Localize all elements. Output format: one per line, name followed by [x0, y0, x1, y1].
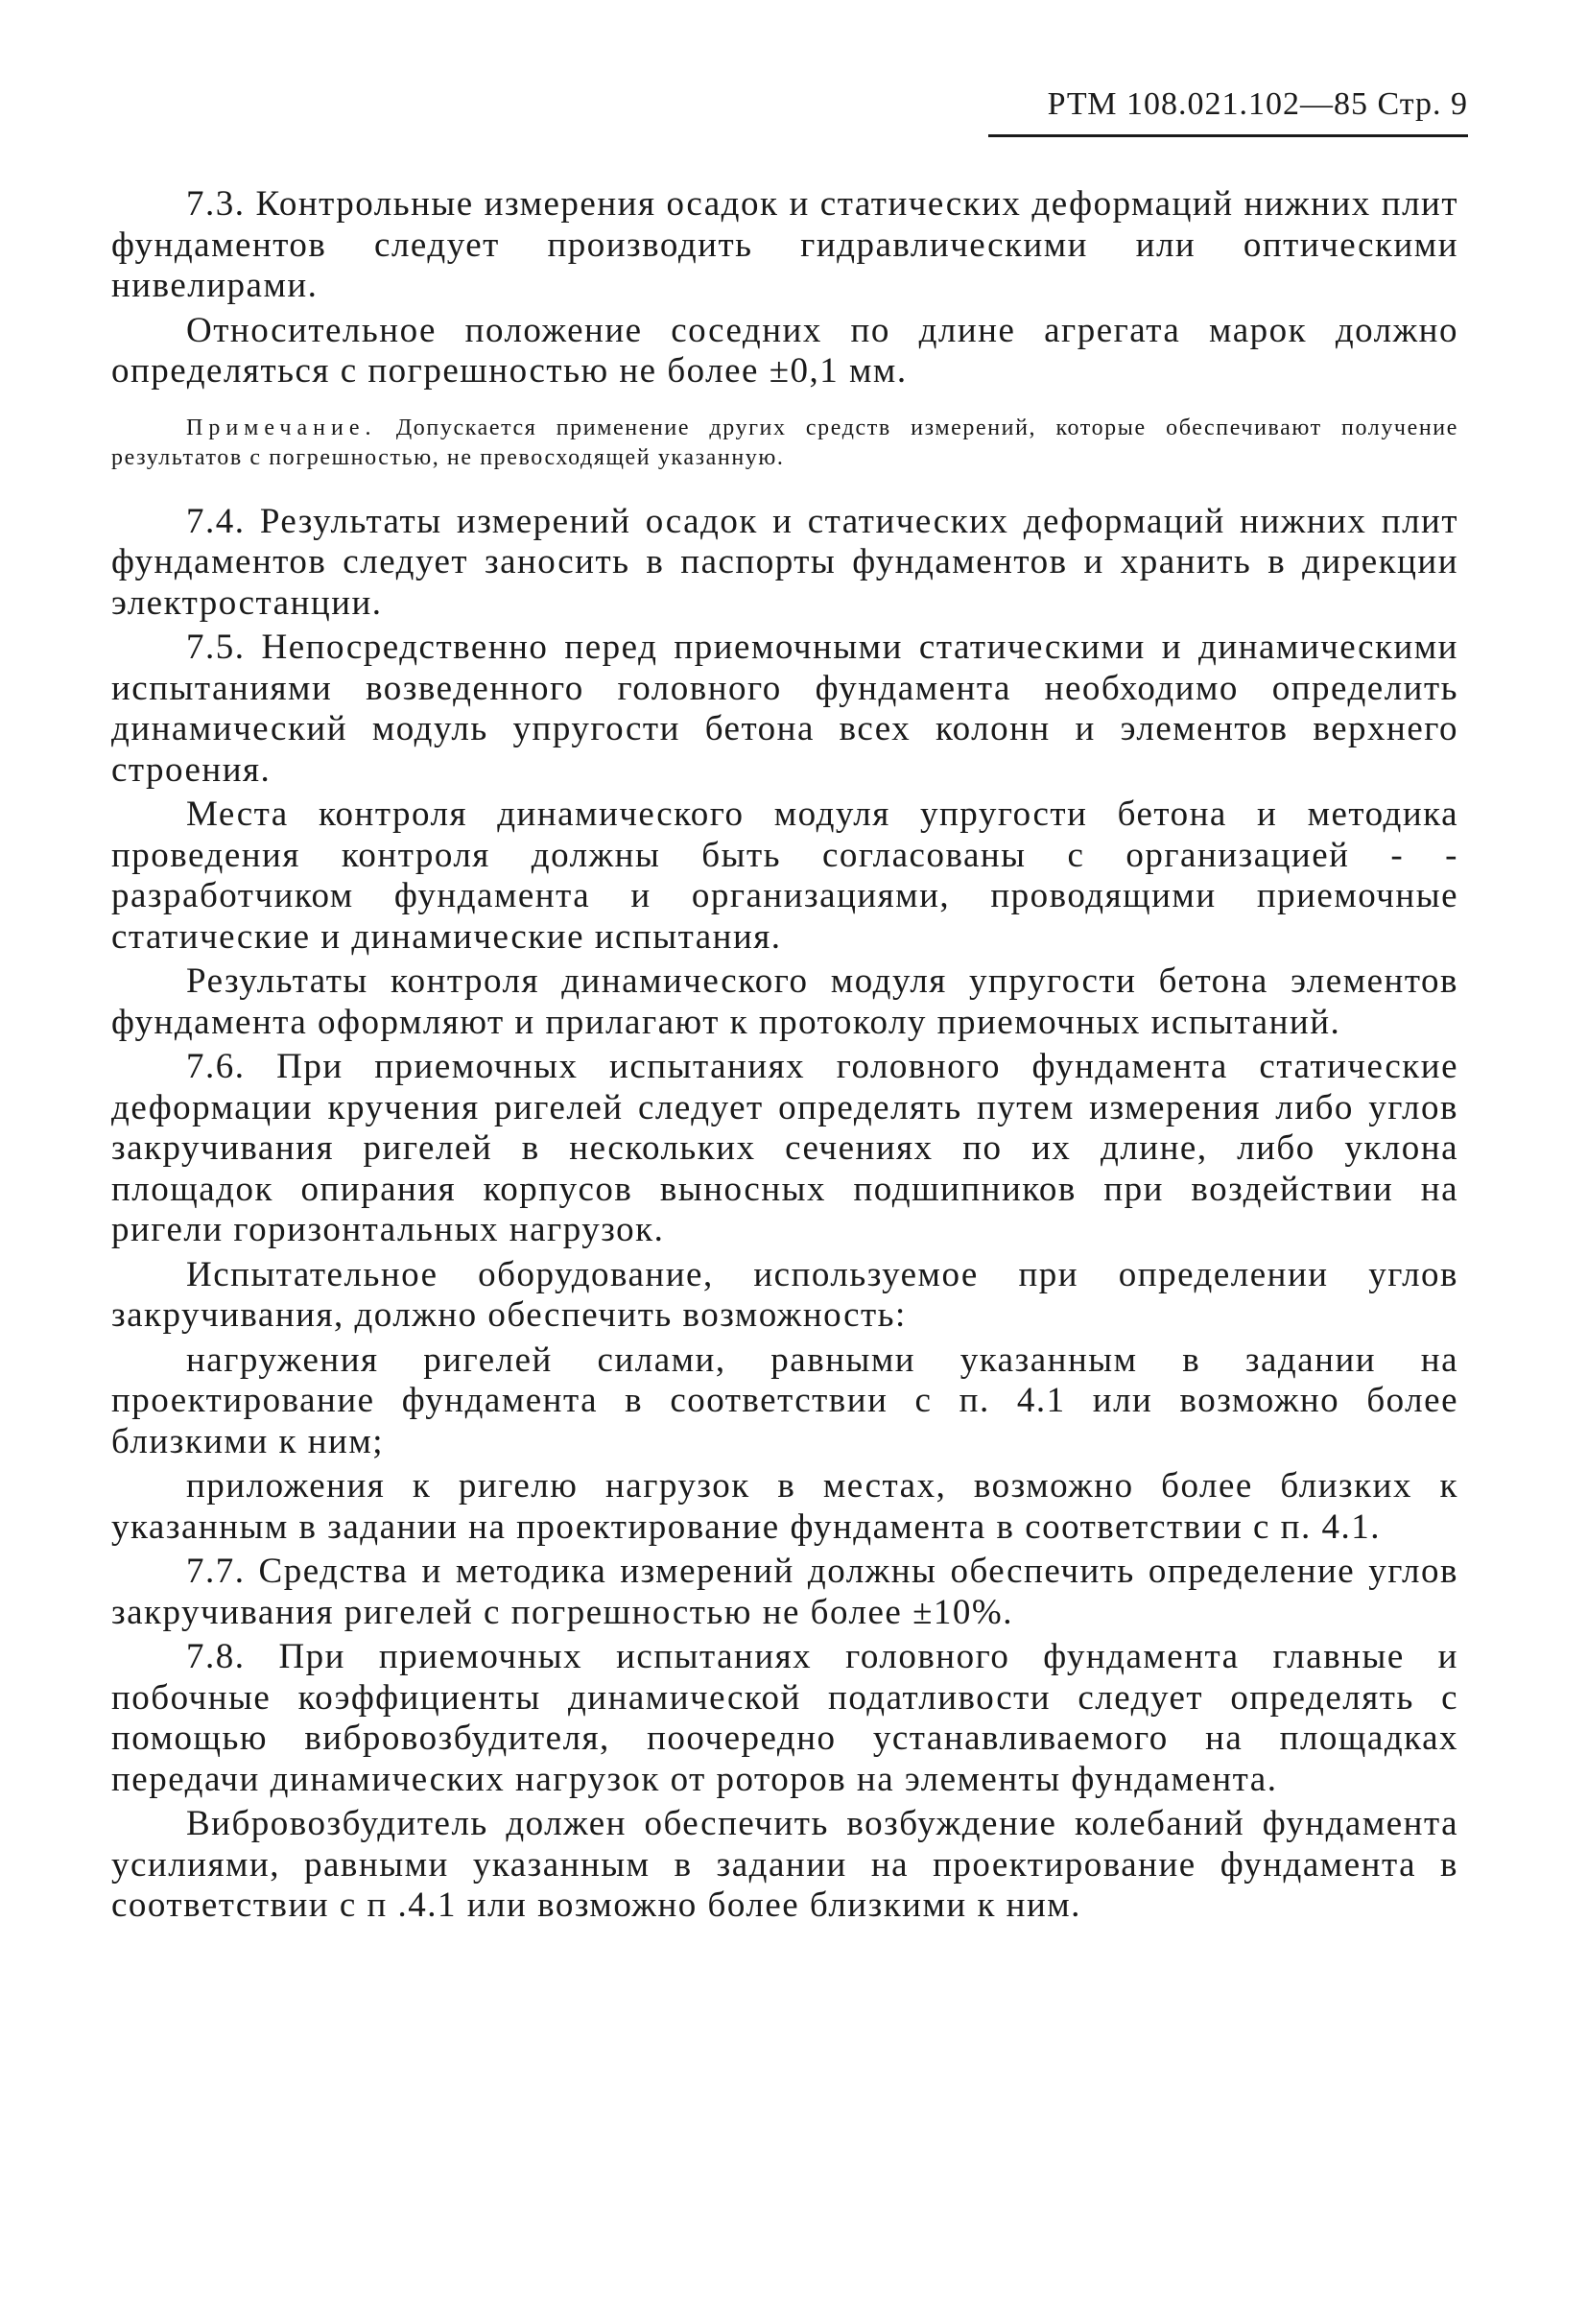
paragraph-7-6: 7.6. При приемочных испытаниях головного фундамента статические деформации кручения ригелей следует определять путем измерения либо углов закручивания ригелей в нескольких сечениях по их длине, либо уклона площадок опирания корпусов выносных подшипников при воздействии на ригели горизонтальных нагрузок.	[111, 1047, 1458, 1249]
paragraph-7-5-locations: Места контроля динамического модуля упругости бетона и методика проведения контроля должны быть согласованы с организацией - - разработчиком фундамента и организациями, проводящими приемочные статические и динамические испытания.	[111, 794, 1458, 957]
document-body	[111, 184, 1458, 1931]
header-rule	[988, 134, 1468, 137]
paragraph-7-8: 7.8. При приемочных испытаниях головного фундамента главные и побочные коэффициенты динамической податливости следует определять с помощью вибровозбудителя, поочередно устанавливаемого на площадках передачи динамических нагрузок от роторов на элементы фундамента.	[111, 1637, 1458, 1799]
paragraph-7-3: 7.3. Контрольные измерения осадок и статических деформаций нижних плит фундаментов следует производить гидравлическими или оптическими нивелирами.	[111, 184, 1458, 305]
paragraph-7-5: 7.5. Непосредственно перед приемочными статическими и динамическими испытаниями возведенного головного фундамента необходимо определить динамический модуль упругости бетона всех колонн и элементов верхнего строения.	[111, 628, 1458, 790]
paragraph-7-6-item-2: приложения к ригелю нагрузок в местах, возможно более близких к указанным в задании на проектирование фундамента в соответствии с п. 4.1.	[111, 1466, 1458, 1547]
paragraph-7-7: 7.7. Средства и методика измерений должны обеспечить определение углов закручивания ригелей с погрешностью не более ±10%.	[111, 1552, 1458, 1632]
paragraph-7-6-item-1: нагружения ригелей силами, равными указанным в задании на проектирование фундамента в соответствии с п. 4.1 или возможно более близкими к ним;	[111, 1340, 1458, 1461]
paragraph-7-5-results: Результаты контроля динамического модуля упругости бетона элементов фундамента оформляют и прилагают к протоколу приемочных испытаний.	[111, 961, 1458, 1042]
paragraph-7-6-equipment: Испытательное оборудование, используемое при определении углов закручивания, должно обеспечить возможность:	[111, 1254, 1458, 1335]
note-text: Допускается применение других средств измерений, которые обеспечивают получение результатов с погрешностью, не превосходящей указанную.	[111, 415, 1458, 470]
note	[111, 414, 1458, 473]
paragraph-7-3-tolerance: Относительное положение соседних по длине агрегата марок должно определяться с погрешностью не более ±0,1 мм.	[111, 310, 1458, 391]
paragraph-7-4: 7.4. Результаты измерений осадок и статических деформаций нижних плит фундаментов следует заносить в паспорты фундаментов и хранить в дирекции электростанции.	[111, 501, 1458, 623]
paragraph-7-8-vibrator: Вибровозбудитель должен обеспечить возбуждение колебаний фундамента усилиями, равными указанным в задании на проектирование фундамента в соответствии с п .4.1 или возможно более близкими к ним.	[111, 1804, 1458, 1925]
note-label: Примечание.	[186, 415, 377, 440]
page-header: РТМ 108.021.102—85 Стр. 9	[1047, 86, 1468, 122]
